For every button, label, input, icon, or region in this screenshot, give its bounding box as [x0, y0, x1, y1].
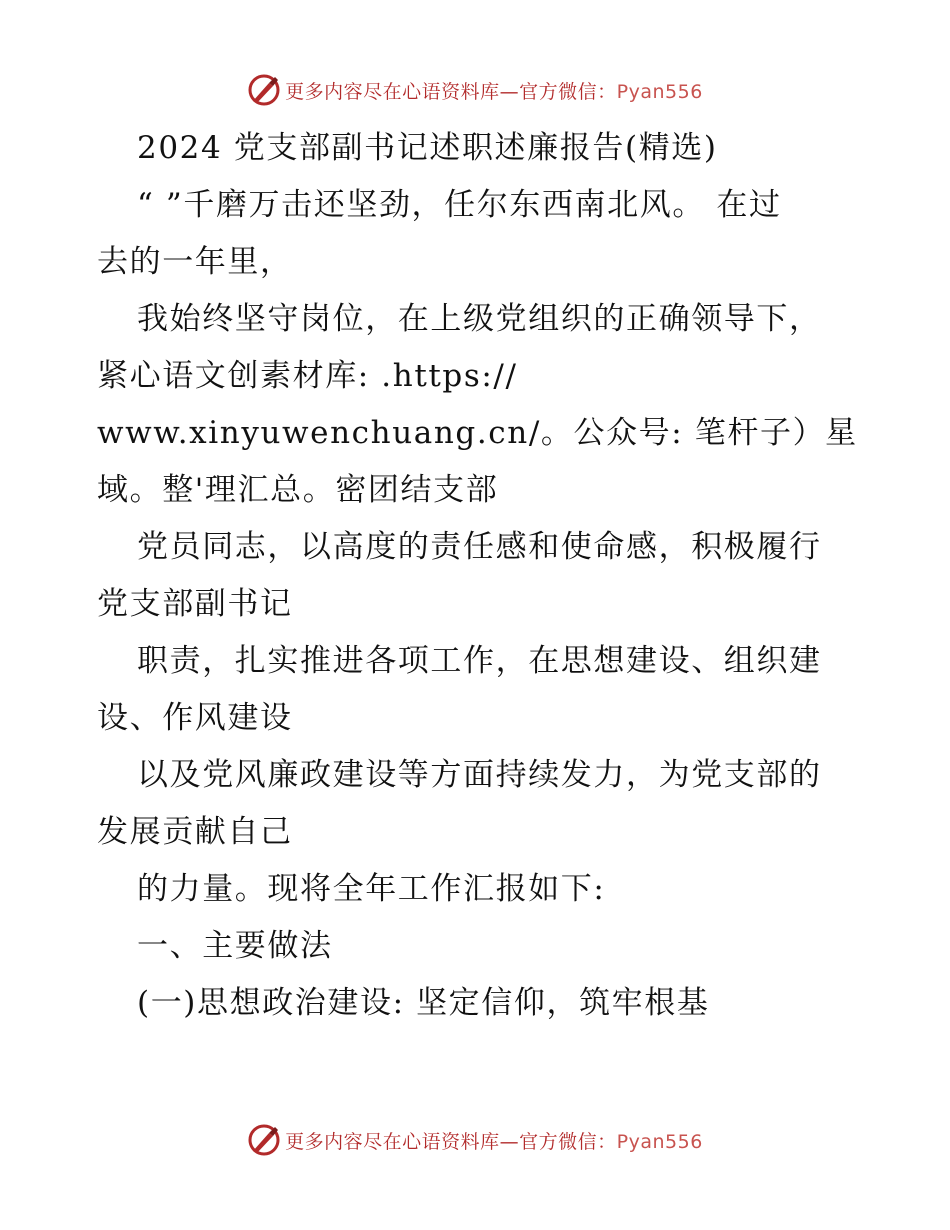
paragraph-line: 我始终坚守岗位，在上级党组织的正确领导下， — [137, 301, 822, 337]
paragraph-line: www.xinyuwenchuang.cn/。公众号: 笔杆子）星 — [97, 415, 858, 451]
paragraph-line: 设、作风建设 — [97, 700, 293, 736]
header-watermark-banner — [0, 70, 950, 110]
paragraph-line: 的力量。现将全年工作汇报如下: — [137, 871, 606, 907]
header-banner-slogan: 更多内容尽在心语资料库—官方微信： — [285, 80, 617, 103]
section-heading: 一、主要做法 — [137, 928, 333, 964]
subsection-heading: (一)思想政治建设: 坚定信仰，筑牢根基 — [137, 985, 710, 1021]
paragraph-line: 以及党风廉政建设等方面持续发力，为党支部的 — [137, 757, 822, 793]
paragraph-line: 党支部副书记 — [97, 586, 293, 622]
paragraph-line: 去的一年里， — [97, 244, 293, 280]
paragraph-line: 党员同志，以高度的责任感和使命感，积极履行 — [137, 529, 822, 565]
pen-logo-icon — [247, 73, 281, 107]
header-banner-text — [285, 77, 703, 104]
paragraph-line: 域。整'理汇总。密团结支部 — [97, 472, 499, 508]
header-banner-wechat-id: Pyan556 — [616, 80, 703, 103]
paragraph-line: “ ”千磨万击还坚劲，任尔东西南北风。 在过 — [137, 187, 782, 223]
paragraph-line: 发展贡献自己 — [97, 814, 293, 850]
document-body — [97, 120, 857, 1032]
paragraph-line: 紧心语文创素材库: .https:// — [97, 358, 518, 394]
footer-banner-slogan: 更多内容尽在心语资料库—官方微信： — [285, 1130, 617, 1153]
footer-watermark-banner — [0, 1120, 950, 1160]
document-title: 2024 党支部副书记述职述廉报告(精选) — [137, 130, 718, 166]
footer-banner-wechat-id: Pyan556 — [616, 1130, 703, 1153]
paragraph-line: 职责，扎实推进各项工作，在思想建设、组织建 — [137, 643, 822, 679]
pen-logo-icon — [247, 1123, 281, 1157]
footer-banner-text — [285, 1127, 703, 1154]
